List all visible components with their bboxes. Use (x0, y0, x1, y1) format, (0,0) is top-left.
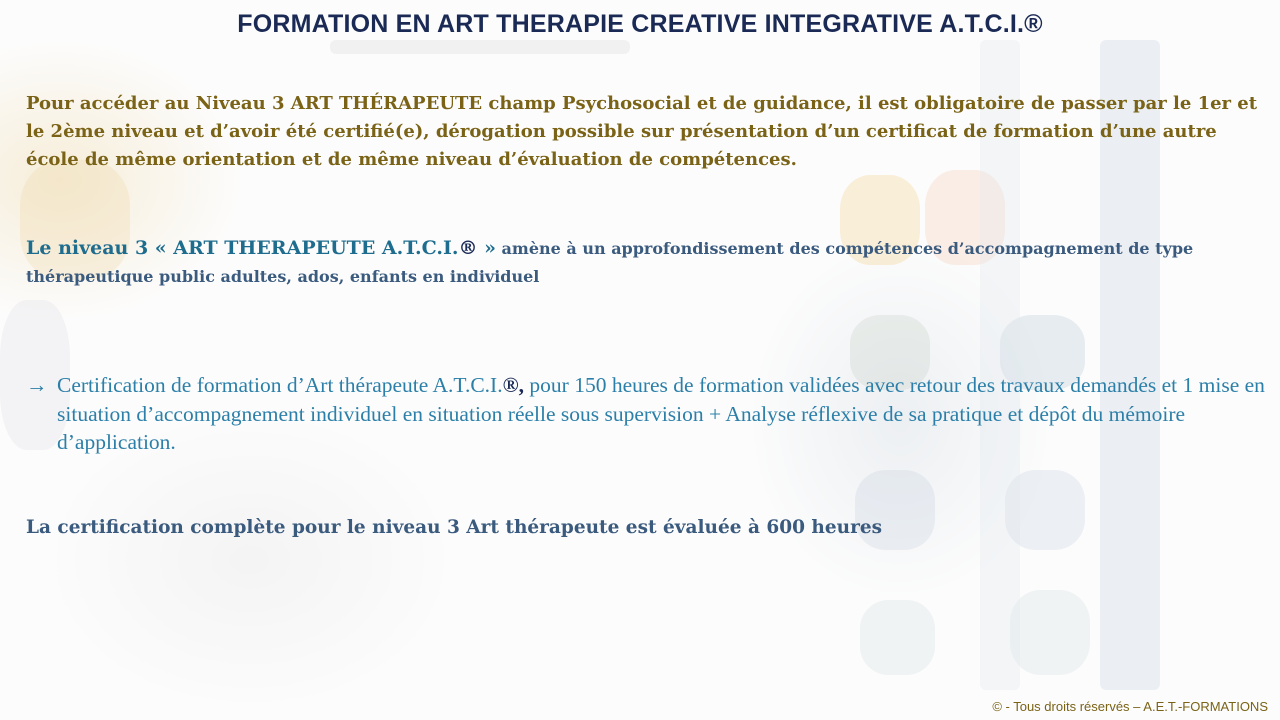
certification-bullet (26, 371, 1280, 457)
copyright-footer: © - Tous droits réservés – A.E.T.-FORMATIONS (992, 699, 1268, 714)
arrow-right-icon: → (26, 373, 48, 397)
complete-certification-note: La certification complète pour le niveau 3 Art thérapeute est évaluée à 600 heures (26, 517, 883, 538)
registered-mark: ® (458, 237, 478, 259)
certification-details: pour 150 heures de formation validées avec retour des travaux demandés et 1 mise en situation d’accompagnement individuel en situation réelle sous supervision + Analyse réflexive de sa pratique et dépôt du mémoire d’application. (57, 373, 1265, 454)
level-3-paragraph (26, 234, 1272, 291)
intro-paragraph: Pour accéder au Niveau 3 ART THÉRAPEUTE champ Psychosocial et de guidance, il est obligatoire de passer par le 1er et le 2ème niveau et d’avoir été certifié(e), dérogation possible sur présentation d’un certificat de formation d’une autre école de même orientation et de même niveau d’évaluation de compétences. (26, 93, 1258, 170)
certification-lead: Certification de formation d’Art thérapeute A.T.C.I. (57, 373, 503, 397)
registered-mark: ®, (502, 373, 525, 397)
slide-title: FORMATION EN ART THERAPIE CREATIVE INTEGRATIVE A.T.C.I.® (237, 10, 1043, 38)
level-3-heading: Le niveau 3 « ART THERAPEUTE A.T.C.I.® » (26, 237, 496, 259)
level-3-description: amène à un approfondissement des compétences d’accompagnement de type thérapeutique public adultes, ados, enfants en individuel (26, 239, 1194, 286)
